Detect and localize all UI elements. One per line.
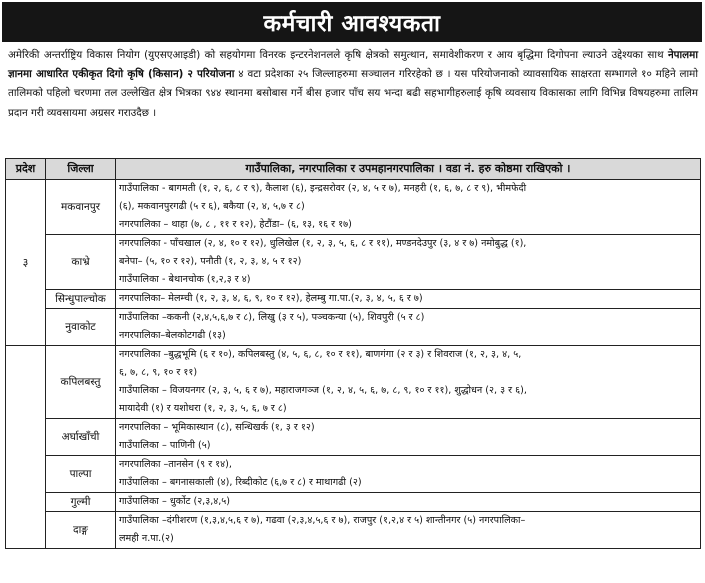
municipality-cell — [116, 456, 701, 493]
municipality-cell — [116, 290, 701, 309]
municipality-line: नगरपालिका –तानसेन (९ र १४), — [119, 459, 232, 470]
municipality-cell — [116, 419, 701, 456]
intro-text-1: अमेरिकी अन्तर्राष्ट्रिय विकास नियोग (युएसएआइडी) को सहयोगमा विनरक इन्टरनेशनलले कृषि क्षेत्रको समुत्थान, समावेशीकरण र आय बृद्धिमा दिगोपना ल्याउने उद्देश्यका साथ — [8, 49, 668, 61]
table-row — [6, 180, 701, 235]
municipality-line: (६), मकवानपुरगढी (५ र ६), बकैया (२, ४, ५,७ र ८) — [119, 201, 305, 212]
district-cell: सिन्धुपाल्चोक — [46, 290, 116, 309]
municipality-line: नगरपालिका–बेलकोटगढी (१३) — [119, 330, 226, 341]
municipality-cell — [116, 235, 701, 290]
district-cell: मकवानपुर — [46, 180, 116, 235]
intro-paragraph — [8, 46, 698, 123]
header-district: जिल्ला — [46, 159, 116, 180]
municipality-line: नगरपालिका –बुद्धभूमि (६ र १०), कपिलबस्तु (४, ५, ६, ८, १० र ११), बाणगंगा (२ र ३) र शिवराज (१, २, ३, ४, ५, — [119, 349, 522, 360]
municipality-line: गाउँपालिका – धुर्कोट (२,३,४,५) — [119, 496, 231, 507]
table-body — [6, 180, 701, 549]
district-cell: नुवाकोट — [46, 309, 116, 346]
table-row — [6, 419, 701, 456]
municipality-line: गाउँपालिका – बगनासकाली (४), रिब्दीकोट (६,७ र ८) र माथागढी (२) — [119, 477, 362, 488]
municipality-line: गाउँपालिका – पाणिनी (५) — [119, 440, 211, 451]
table-row — [6, 493, 701, 512]
province-cell: ३ — [6, 180, 46, 346]
table-row — [6, 346, 701, 419]
municipality-line: नगरपालिका – थाहा (७, ८ , ११ र १२), हेटौंडा– (६, १३, १६ र १७) — [119, 219, 352, 230]
municipality-line: नगरपालिका – भूमिकास्थान (८), सन्धिखर्क (१, ३ र १२) — [119, 422, 315, 433]
district-cell: अर्घाखाँची — [46, 419, 116, 456]
municipality-line: नगरपालिका– मेलम्ची (१, २, ३, ४, ६, ९, १० र १२), हेलम्बु गा.पा.(२, ३, ४, ५, ६ र ७) — [119, 293, 423, 304]
header-municipality: गाउँपालिका, नगरपालिका र उपमहानगरपालिका । वडा नं. हरु कोष्ठमा राखिएको । — [116, 159, 701, 180]
municipality-line: मायादेवी (१) र यशोधरा (१, २, ३, ५, ६, ७ र ८) — [119, 403, 287, 414]
municipality-cell — [116, 512, 701, 549]
municipality-line: गाउँपालिका – विजयनगर (२, ३, ५, ६ र ७), महाराजगञ्ज (१, २, ४, ५, ६, ७, ८, ९, १० र ११), शुद्धोधन (२, ३ र ६), — [119, 385, 527, 396]
page-title: कर्मचारी आवश्यकता — [2, 2, 702, 42]
municipality-cell — [116, 346, 701, 419]
table-header-row — [6, 159, 701, 180]
district-table — [5, 158, 701, 549]
municipality-line: गाउँपालिका - बागमती (१, २, ६, ८ र ९), कैलाश (६), इन्द्रसरोवर (२, ४, ५ र ७), मनहरी (१, ६, ७, ८ र ९), भीमफेदी — [119, 183, 527, 194]
province-cell — [6, 346, 46, 549]
municipality-cell — [116, 309, 701, 346]
municipality-cell — [116, 180, 701, 235]
project-name: नेपालमा ज्ञानमा आधारित एकीकृत दिगो कृषि (किसान) २ परियोजना — [8, 49, 698, 81]
municipality-line: गाउँपालिका –दंगीशरण (१,३,४,५,६ र ७), गढवा (२,३,४,५,६ र ७), राजपुर (१,२,४ र ५) शान्तीनगर (५) नगरपालिका– — [119, 515, 526, 526]
district-cell: दाङ्ग — [46, 512, 116, 549]
district-cell: गुल्मी — [46, 493, 116, 512]
table-row — [6, 290, 701, 309]
municipality-line: गाउँपालिका - बेथानचोक (१,२,३ र ४) — [119, 274, 251, 285]
intro-text-2: ४ वटा प्रदेशका २५ जिल्लाहरुमा सञ्चालन गरिरहेको छ । यस परियोजनाको व्यावसायिक साक्षरता सम्भागले १० महिने लामो तालिमको पहिलो चरणमा तल उल्लेखित क्षेत्र भित्रका ९४४ स्थानमा बसोबास गर्ने बीस हजार पाँच सय भन्दा बढी सहभागीहरुलाई कृषि व्यवसाय विकासका लागि विभिन्न विषयहरुमा तालिम प्रदान गरी व्यवसायमा अग्रसर गराउदैछ । — [8, 68, 698, 119]
municipality-line: बनेपा– (५, १० र १२), पनौती (१, २, ३, ४, ५ र १२) — [119, 256, 302, 267]
district-cell: काभ्रे — [46, 235, 116, 290]
table-row — [6, 235, 701, 290]
district-cell: कपिलबस्तु — [46, 346, 116, 419]
municipality-line: गाउँपालिका –ककनी (२,४,५,६,७ र ८), लिखु (३ र ५), पञ्चकन्या (५), शिवपुरी (५ र ८) — [119, 312, 425, 323]
municipality-cell — [116, 493, 701, 512]
table-row — [6, 456, 701, 493]
header-province: प्रदेश — [6, 159, 46, 180]
municipality-line: नगरपालिका - पाँचखाल (२, ४, १० र १२), धुलिखेल (१, २, ३, ५, ६, ८ र ११), मण्डनदेउपुर (३, ४ र ७) नमोबुद्ध (१), — [119, 238, 527, 249]
table-row — [6, 309, 701, 346]
table-row — [6, 512, 701, 549]
municipality-line: ६, ७, ८, ९, १० र ११) — [119, 367, 198, 378]
municipality-line: लमही न.पा.(२) — [119, 533, 174, 544]
district-cell: पाल्पा — [46, 456, 116, 493]
